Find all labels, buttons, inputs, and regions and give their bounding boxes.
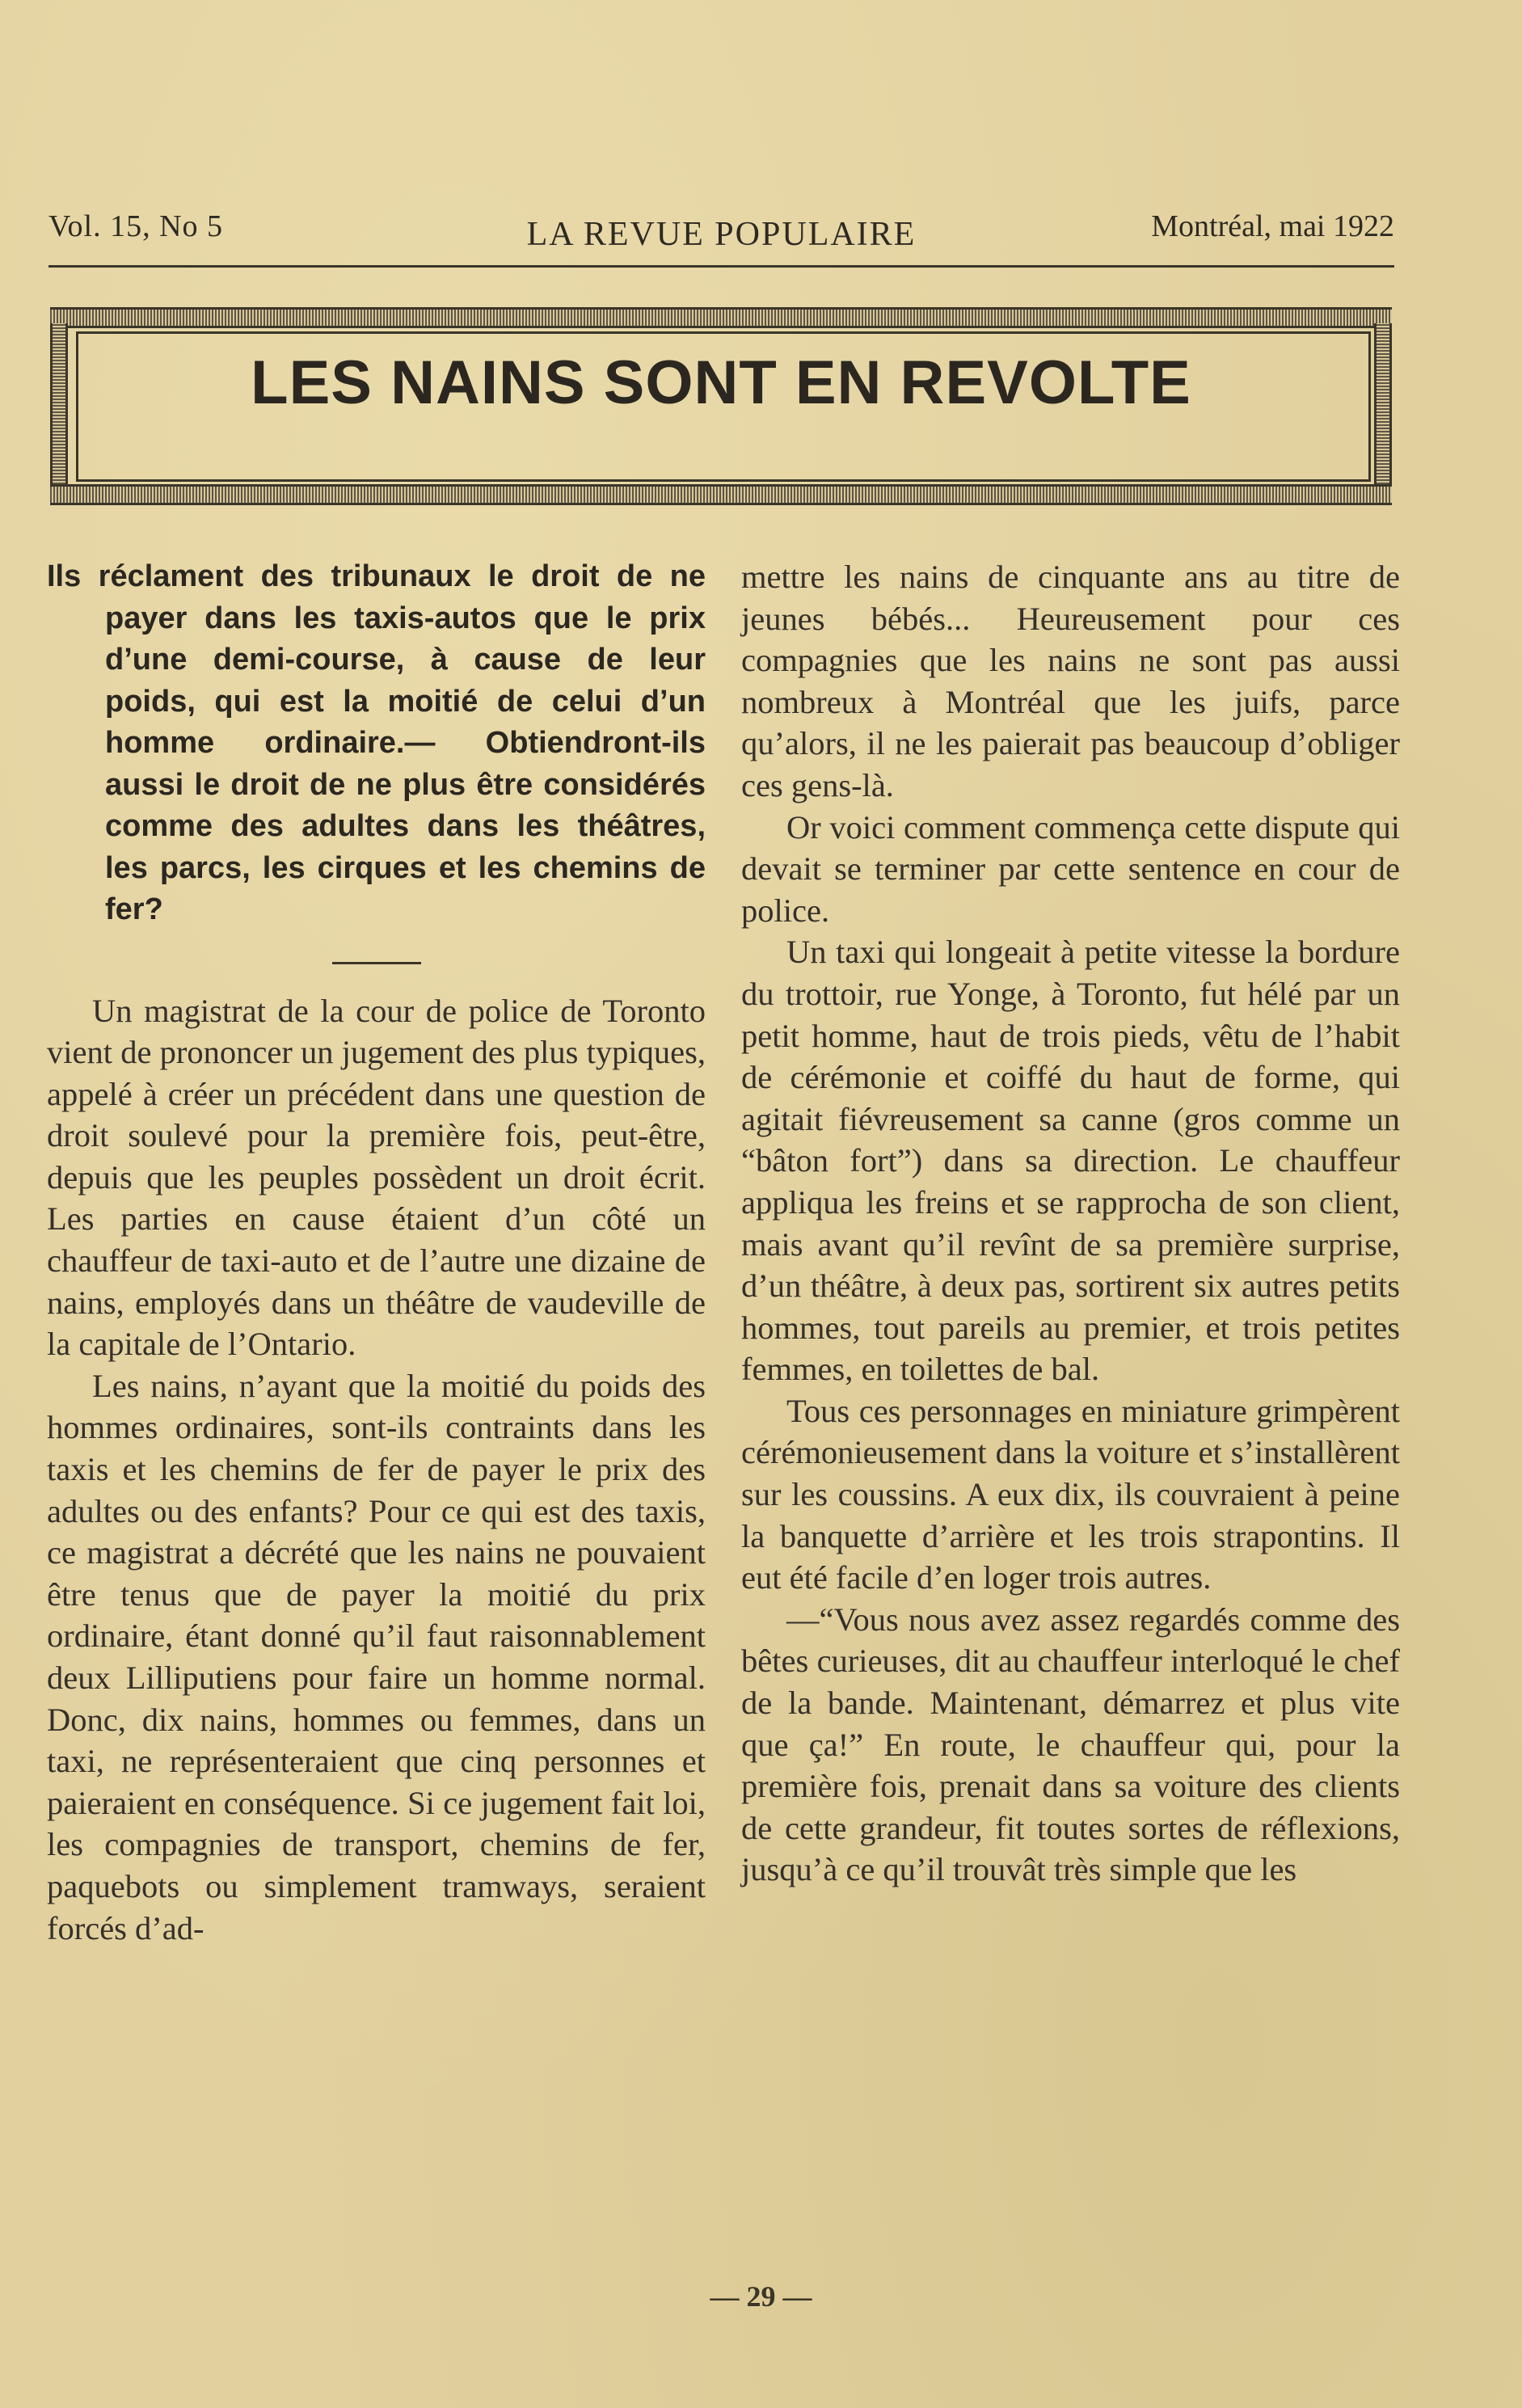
running-header [48,209,1394,257]
issue-date: Montréal, mai 1922 [1151,209,1394,243]
paragraph: Or voici comment commença cette dispute qui devait se terminer par cette sentence en cour de police. [741,808,1400,929]
article-title: LES NAINS SONT EN REVOLTE [251,348,1191,417]
paragraph: Tous ces personnages en miniature grimpèrent cérémonieusement dans la voiture et s’installèrent sur les coussins. A eux dix, ils couvraient à peine la banquette d’arrière et les trois strapontins. Il eut été facile d’en loger trois autres. [741,1392,1400,1596]
paragraph: —“Vous nous avez assez regardés comme des bêtes curieuses, dit au chauffeur interloqué le chef de la bande. Maintenant, démarrez et plus vite que ça!” En route, le chauffeur qui, pour la première fois, prenait dans sa voiture des clients de cette grandeur, fit toutes sortes de réflexions, jusqu’à ce qu’il trouvât très simple que les [741,1600,1400,1888]
banner-bottom-border [50,484,1392,505]
left-column [47,556,706,1949]
page-number: — 29 — [710,2280,812,2313]
paragraph: Un magistrat de la cour de police de Toronto vient de prononcer un jugement des plus typiques, appelé à créer un précédent dans une question de droit soulevé pour la première fois, peut-être, depuis que les peuples possèdent un droit écrit. Les parties en cause étaient d’un côté un chauffeur de taxi-auto et de l’autre une dizaine de nains, employés dans un théâtre de vaudeville de la capitale de l’Ontario. [47,992,706,1363]
title-banner [50,307,1392,505]
article-deck: Ils réclament des tribunaux le droit de ne payer dans les taxis-autos que le prix d’une demi-course, à cause de leur poids, qui est la moitié de celui d’un homme ordinaire.— Obtiendront-ils aussi le droit de ne plus être considérés comme des adultes dans les théâtres, les parcs, les cirques et les chemins de fer? [47,559,706,926]
journal-name: LA REVUE POPULAIRE [526,216,917,253]
banner-top-border [50,307,1392,328]
paragraph: Les nains, n’ayant que la moitié du poids des hommes ordinaires, sont-ils contraints dans les taxis et les chemins de fer de payer le prix des adultes ou des enfants? Pour ce qui est des taxis, ce magistrat a décrété que les nains ne pouvaient être tenus que de payer la moitié du prix ordinaire, étant donné qu’il faut raisonnablement deux Lilliputiens pour faire un homme normal. Donc, dix nains, hommes ou femmes, dans un taxi, ne représenteraient que cinq personnes et paieraient en conséquence. Si ce jugement fait loi, les compagnies de transport, chemins de fer, paquebots ou simplement tramways, seraient forcés d’ad- [47,1367,706,1946]
section-divider [332,962,421,964]
paragraph: Un taxi qui longeait à petite vitesse la bordure du trottoir, rue Yonge, à Toronto, fut hélé par un petit homme, haut de trois pieds, vêtu de l’habit de cérémonie et coiffé du haut de forme, qui agitait fiévreusement sa canne (gros comme un “bâton fort”) dans sa direction. Le chauffeur appliqua les freins et se rapprocha de son client, mais avant qu’il revînt de sa première surprise, d’un théâtre, à deux pas, sortirent six autres petits hommes, tout pareils au premier, et trois petites femmes, en toilettes de bal. [741,934,1400,1388]
volume-number: Vol. 15, No 5 [48,209,224,243]
right-column [741,556,1400,1891]
header-rule [48,265,1394,268]
paragraph-continuation: mettre les nains de cinquante ans au titre de jeunes bébés... Heureusement pour ces compagnies que les nains ne sont pas aussi nombreux à Montréal que les juifs, parce qu’alors, il ne les paierait pas beaucoup d’obliger ces gens-là. [741,559,1400,803]
